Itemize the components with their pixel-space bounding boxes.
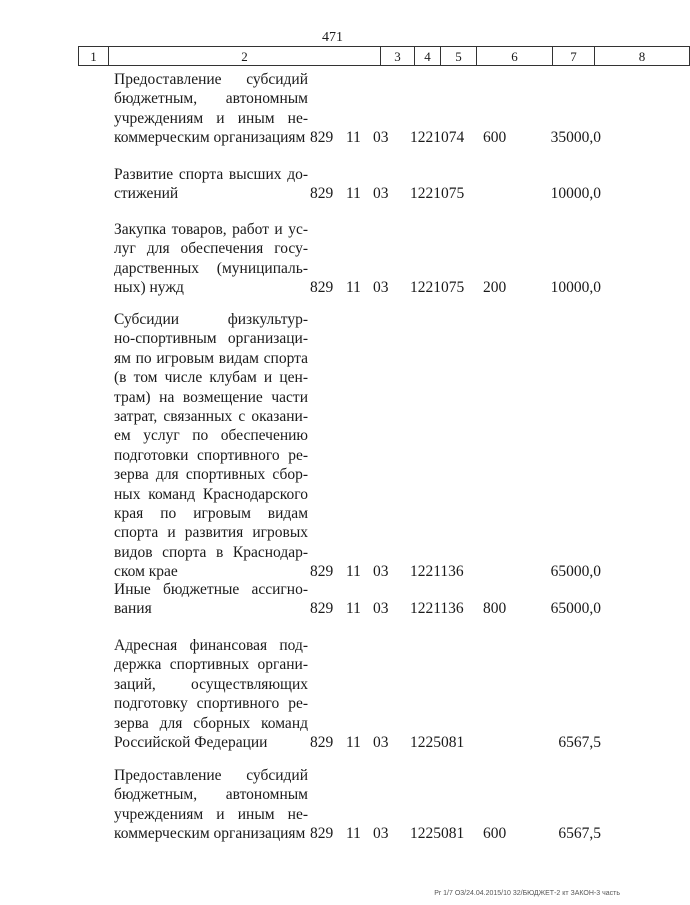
cell-c3: 829 [310, 600, 334, 618]
cell-c5: 03 [373, 279, 389, 297]
row-description [114, 580, 308, 619]
description-line: подготовки спортивного ре- [114, 446, 308, 464]
cell-c5: 03 [373, 129, 389, 147]
cell-c7: 600 [483, 825, 507, 843]
description-line: луг для обеспечения госу- [114, 240, 308, 258]
header-col-1: 1 [78, 46, 108, 66]
cell-c4: 11 [346, 185, 361, 203]
description-line: вания [114, 600, 152, 618]
cell-c6: 1221136 [410, 563, 464, 581]
description-line: бюджетным, автономным [114, 90, 308, 108]
cell-c5: 03 [373, 185, 389, 203]
cell-c4: 11 [346, 600, 361, 618]
cell-c6: 1221075 [410, 279, 465, 297]
cell-c8: 65000,0 [550, 600, 601, 618]
cell-c3: 829 [310, 563, 334, 581]
description-line: Предоставление субсидий [114, 767, 308, 784]
footer-code: Pr 1/7 O3/24.04.2015/10 32/БЮДЖЕТ-2 кт ЗАКОН-3 часть [434, 890, 620, 897]
description-line: трам) на возмещение части [114, 388, 308, 406]
row-description [114, 70, 308, 148]
cell-c6: 1221075 [410, 185, 465, 203]
description-line: зерва для сборных команд [114, 714, 308, 732]
description-line: спорта и развития игровых [114, 524, 308, 542]
description-line: бюджетным, автономным [114, 786, 308, 804]
cell-c3: 829 [310, 129, 334, 147]
page-number: 471 [322, 30, 343, 45]
header-col-4: 4 [414, 46, 440, 66]
description-line: держка спортивных органи- [114, 656, 308, 674]
header-col-2: 2 [108, 46, 380, 66]
description-line: Развитие спорта высших до- [114, 166, 308, 183]
cell-c8: 65000,0 [550, 563, 601, 581]
cell-c5: 03 [373, 563, 389, 581]
cell-c6: 1225081 [410, 825, 465, 843]
description-line: края по игровым видам [114, 505, 308, 523]
description-line: заций, осуществляющих [114, 675, 308, 693]
cell-c5: 03 [373, 734, 389, 751]
row-description [114, 310, 308, 582]
cell-c4: 11 [346, 129, 361, 147]
header-col-6: 6 [476, 46, 552, 66]
description-line: ных) нужд [114, 279, 184, 297]
description-line: (в том числе клубам и цен- [114, 369, 308, 387]
description-line: Субсидии физкультур- [114, 311, 308, 328]
cell-c8: 6567,5 [558, 734, 601, 751]
description-line: ных команд Краснодарского [114, 485, 308, 503]
description-line: зерва для спортивных сбор- [114, 466, 308, 484]
description-line: дарственных (муниципаль- [114, 259, 308, 277]
cell-c8: 6567,5 [558, 825, 601, 843]
description-line: Иные бюджетные ассигно- [114, 581, 308, 598]
cell-c8: 35000,0 [550, 129, 601, 147]
description-line: Предоставление субсидий [114, 71, 308, 88]
row-description [114, 165, 308, 204]
cell-c3: 829 [310, 185, 334, 203]
description-line: затрат, связанных с оказани- [114, 408, 308, 426]
cell-c3: 829 [310, 279, 334, 297]
cell-c7: 600 [483, 129, 507, 147]
description-line: ям по игровым видам спорта [114, 349, 308, 367]
row-description [114, 766, 308, 844]
description-line: учреждениям и иным не- [114, 805, 308, 823]
cell-c7: 200 [483, 279, 507, 297]
description-line: коммерческим организациям [114, 825, 306, 843]
cell-c8: 10000,0 [550, 279, 601, 297]
header-col-3: 3 [380, 46, 414, 66]
cell-c3: 829 [310, 825, 334, 843]
cell-c7: 800 [483, 600, 507, 618]
description-line: но-спортивным организаци- [114, 330, 308, 348]
cell-c6: 1221074 [410, 129, 465, 147]
header-col-8: 8 [594, 46, 690, 66]
description-line: видов спорта в Краснодар- [114, 543, 308, 561]
description-line: Адресная финансовая под- [114, 637, 308, 654]
header-col-7: 7 [552, 46, 594, 66]
cell-c4: 11 [346, 734, 361, 751]
row-description [114, 220, 308, 298]
row-description [114, 636, 308, 752]
cell-c6: 1225081 [410, 734, 465, 751]
cell-c5: 03 [373, 825, 389, 843]
cell-c3: 829 [310, 734, 334, 751]
description-line: подготовку спортивного ре- [114, 695, 308, 713]
cell-c4: 11 [346, 279, 361, 297]
description-line: Закупка товаров, работ и ус- [114, 221, 308, 238]
cell-c8: 10000,0 [550, 185, 601, 203]
cell-c4: 11 [346, 563, 361, 581]
header-col-5: 5 [440, 46, 476, 66]
description-line: коммерческим организациям [114, 129, 306, 147]
description-line: ском крае [114, 563, 178, 581]
cell-c5: 03 [373, 600, 389, 618]
description-line: ем услуг по обеспечению [114, 427, 308, 445]
table-header [78, 46, 646, 68]
description-line: учреждениям и иным не- [114, 109, 308, 127]
cell-c6: 1221136 [410, 600, 464, 618]
description-line: Российской Федерации [114, 734, 268, 752]
cell-c4: 11 [346, 825, 361, 843]
description-line: стижений [114, 185, 179, 203]
